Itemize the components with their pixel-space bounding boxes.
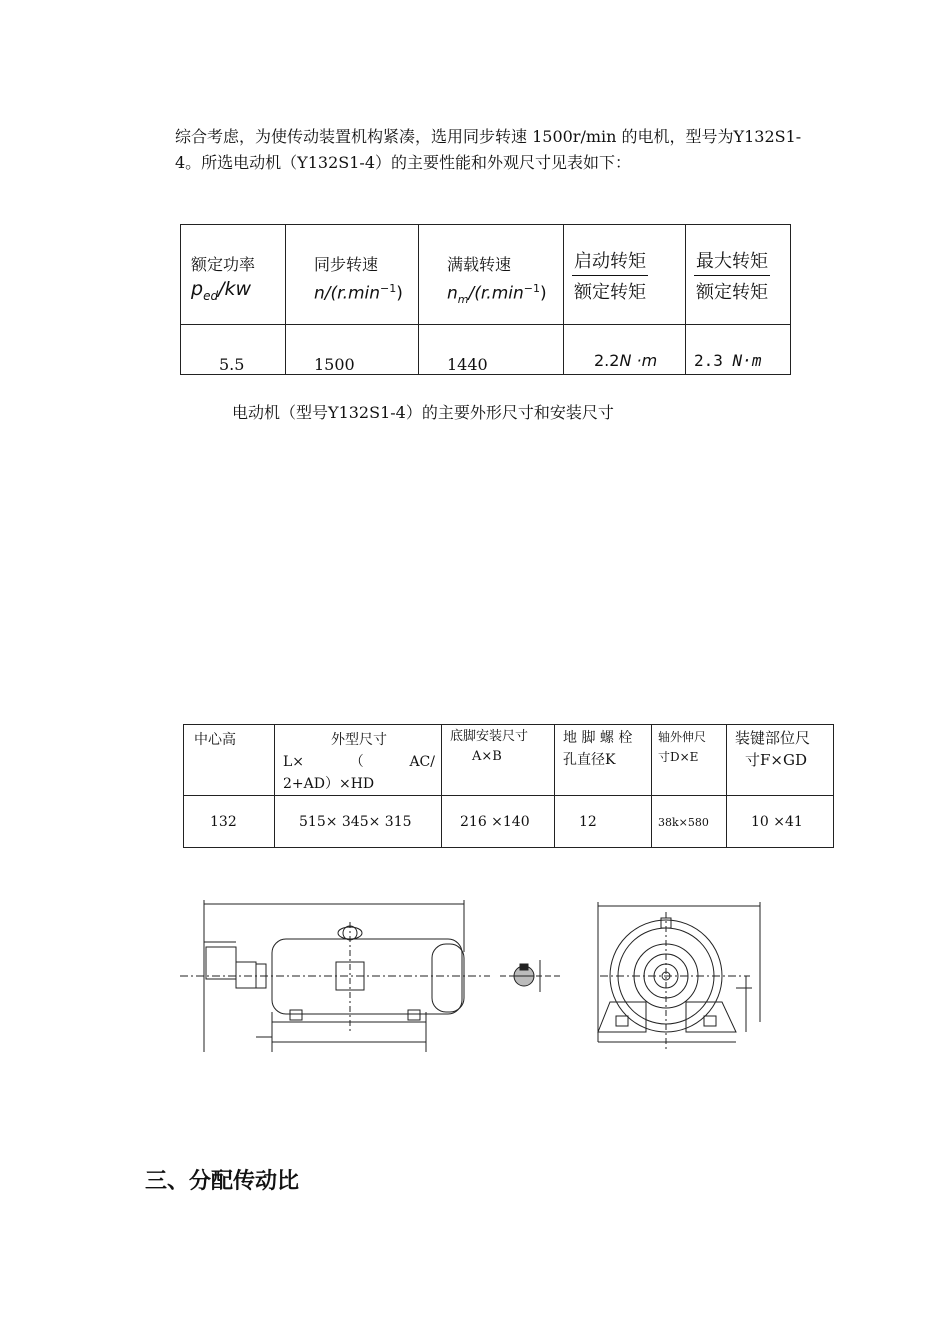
motor-drawing [180, 892, 780, 1062]
perf-value-full-load-speed: 1440 [419, 325, 564, 375]
dim-header-center-height: 中心高 [184, 725, 275, 796]
shaft-section [500, 960, 560, 992]
perf-header-starting-torque-ratio [564, 225, 686, 325]
section-heading: 三、分配传动比 [145, 1169, 300, 1194]
intro-paragraph: 综合考虑，为使传动装置机构紧凑，选用同步转速 1500r/min 的电机，型号为Y132S1-4。所选电动机（Y132S1-4）的主要性能和外观尺寸见表如下： [175, 127, 802, 172]
dim-header-keyway: 装键部位尺 寸F×GD [727, 725, 834, 796]
perf-header-rated-power: 额定功率 $p_{ed}/kw$ [181, 225, 286, 325]
dimension-table [183, 724, 834, 848]
perf-header-full-load-speed: 满载转速 $n_m/(r.\min^{-1})$ [419, 225, 564, 325]
dim-value-foot-mount: 216 ×140 [442, 796, 555, 848]
perf-value-starting-torque: 2.2N ·m [564, 325, 686, 375]
performance-table [180, 224, 791, 375]
dim-header-overall-size: 外型尺寸 L× （ AC/ 2+AD）×HD [275, 725, 442, 796]
dim-header-bolt-hole: 地 脚 螺 栓 孔直径K [555, 725, 652, 796]
perf-value-rated-power: 5.5 [181, 325, 286, 375]
dim-value-shaft-ext: 38k×580 [652, 796, 727, 848]
dim-value-keyway: 10 ×41 [727, 796, 834, 848]
perf-header-max-torque-ratio [686, 225, 791, 325]
torque-ratio-fraction: $\frac{\text{启动转矩}}{\text{额定转矩}}$ [572, 247, 648, 304]
perf-value-sync-speed: 1500 [286, 325, 419, 375]
motor-front-view [598, 902, 760, 1052]
dim-header-shaft-ext: 轴外伸尺 寸D×E [652, 725, 727, 796]
motor-side-view [180, 900, 490, 1052]
perf-header-sync-speed: 同步转速 $n/(r.\min^{-1})$ [286, 225, 419, 325]
dim-header-foot-mount: 底脚安装尺寸 A×B [442, 725, 555, 796]
dim-value-center-height: 132 [184, 796, 275, 848]
perf-value-max-torque: 2.3 N·m [686, 325, 791, 375]
max-torque-ratio-fraction: $\frac{\text{最大转矩}}{\text{额定转矩}}$ [694, 247, 770, 304]
dimension-caption: 电动机（型号Y132S1-4）的主要外形尺寸和安装尺寸 [232, 403, 614, 422]
dim-value-bolt-hole: 12 [555, 796, 652, 848]
dim-value-overall-size: 515× 345× 315 [275, 796, 442, 848]
